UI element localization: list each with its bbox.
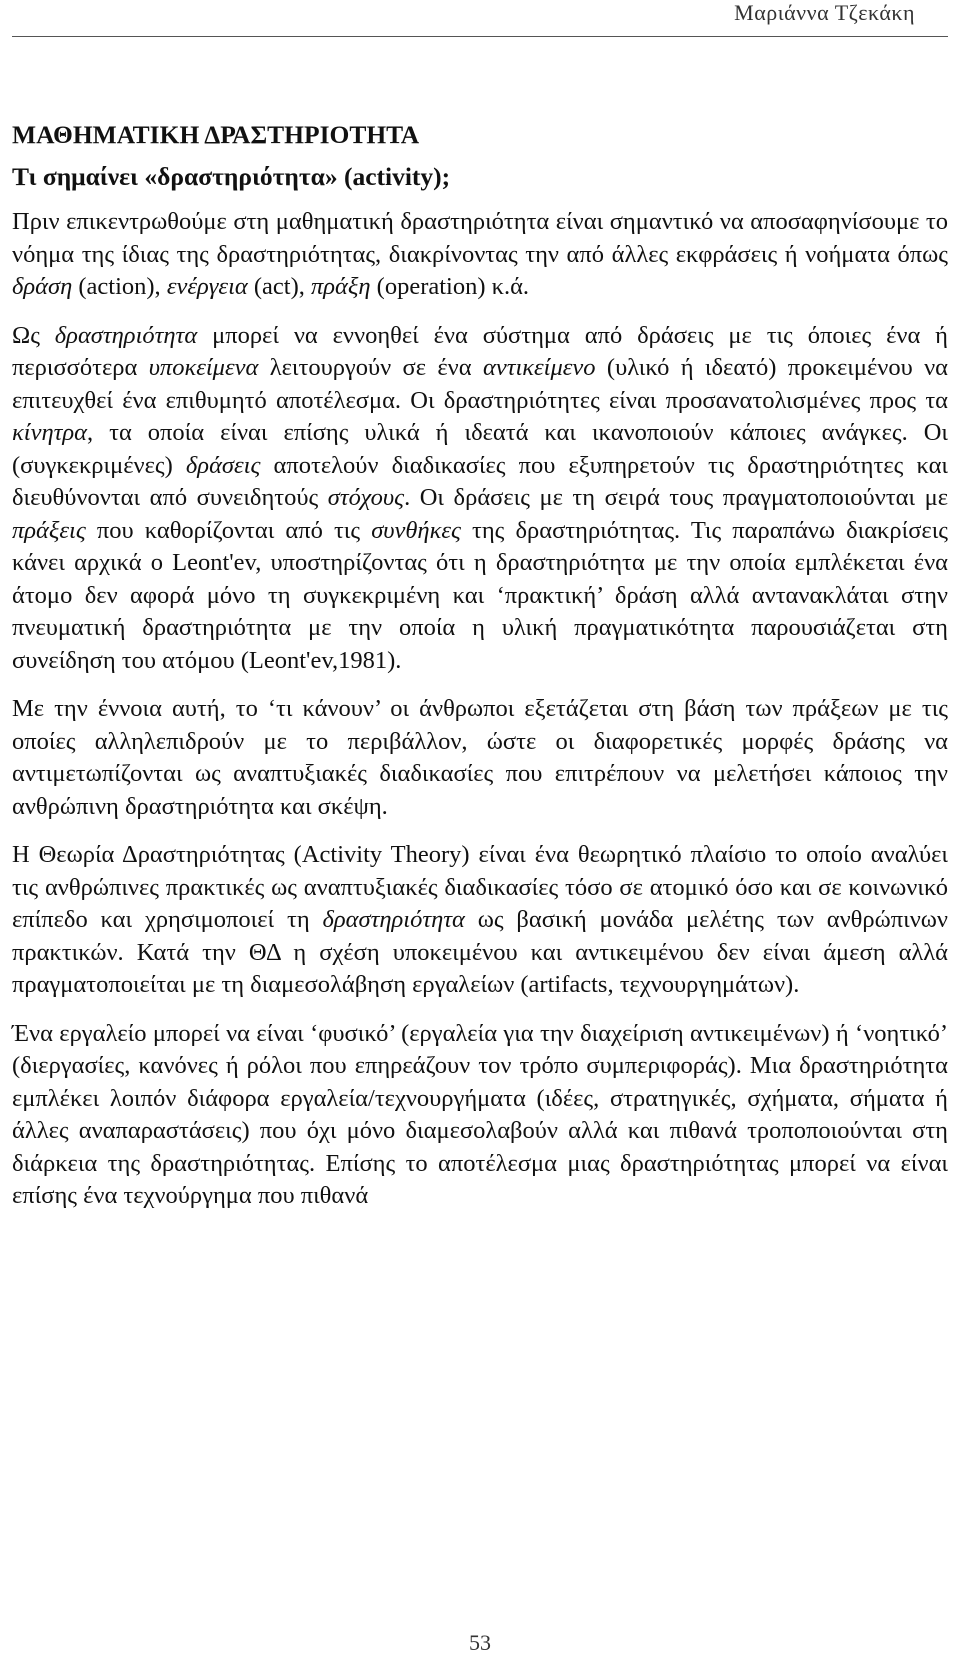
text-run: (action), bbox=[72, 273, 167, 300]
emphasis-text: πράξη bbox=[310, 273, 371, 300]
text-run: . Οι δράσεις με τη σειρά τους πραγματοποιούνται με bbox=[404, 484, 948, 511]
paragraph-3 bbox=[12, 693, 948, 823]
text-run: της δραστηριότητας. Τις παραπάνω διακρίσεις κάνει αρχικά ο Leont'ev, υποστηρίζοντας ότι η δραστηριότητα με την οποία εμπλέκεται ένα άτομο δεν αφορά μόνο τη συγκεκριμένη και ‘πρακτική’ δράση αλλά αντανακλάται στην πνευματική δραστηριότητα με την οποία η υλική πραγματικότητα παρουσιάζεται στη συνείδηση του ατόμου (Leont'ev,1981). bbox=[12, 516, 948, 674]
emphasis-text: κίνητρα bbox=[12, 419, 87, 446]
emphasis-text: υποκείμενα bbox=[148, 354, 259, 381]
paragraph-5 bbox=[12, 1018, 948, 1213]
text-run: αποτελούν διαδικασίες που εξυπηρετούν τις δραστηριότητες και διευθύνονται από συνειδητούς bbox=[12, 451, 949, 511]
emphasis-text: δράση bbox=[12, 273, 73, 300]
paragraph-1 bbox=[12, 206, 948, 304]
text-run: (operation) κ.ά. bbox=[370, 273, 530, 300]
running-header-author: Μαριάννα Τζεκάκη bbox=[734, 0, 915, 25]
text-run: Πριν επικεντρωθούμε στη μαθηματική δραστηριότητα είναι σημαντικό να αποσαφηνίσουμε το νόημα της ίδιας της δραστηριότητας, διακρίνοντας την από άλλες εκφράσεις ή νοήματα όπως bbox=[12, 208, 948, 268]
page-body bbox=[12, 120, 948, 1229]
page-number: 53 bbox=[469, 1630, 491, 1655]
header-divider bbox=[12, 36, 948, 37]
text-run: Η Θεωρία Δραστηριότητας (Activity Theory) είναι ένα θεωρητικό πλαίσιο το οποίο αναλύει τις ανθρώπινες πρακτικές ως αναπτυξιακές διαδικασίες τόσο σε ατομικό όσο και σε κοινωνικό επίπεδο και χρησιμοποιεί τη bbox=[12, 841, 948, 933]
text-run: (υλικό ή ιδεατό) προκειμένου να επιτευχθεί ένα επιθυμητό αποτέλεσμα. Οι δραστηριότητες είναι προσανατολισμένες προς τα bbox=[12, 354, 948, 414]
emphasis-text: πράξεις bbox=[12, 516, 86, 544]
text-run: Με την έννοια αυτή, το ‘τι κάνουν’ οι άνθρωποι εξετάζεται στη βάση των πράξεων με τις οποίες αλληλεπιδρούν με το περιβάλλον, ώστε οι διαφορετικές μορφές δράσης να αντιμετωπίζονται ως αναπτυξιακές διαδικασίες που επιτρέπουν να μελετήσει κάποιος την ανθρώπινη δραστηριότητα και σκέψη. bbox=[12, 695, 948, 820]
emphasis-text: δραστηριότητα bbox=[322, 906, 465, 933]
section-title: ΜΑΘΗΜΑΤΙΚΗ ΔΡΑΣΤΗΡΙΟΤΗΤΑ bbox=[12, 120, 420, 149]
text-run: λειτουργούν σε ένα bbox=[258, 354, 483, 381]
emphasis-text: δράσεις bbox=[185, 451, 261, 479]
emphasis-text: συνθήκες bbox=[371, 516, 461, 544]
emphasis-text: αντικείμενο bbox=[482, 354, 596, 381]
text-run: , τα οποία είναι επίσης υλικά ή ιδεατά και ικανοποιούν κάποιες ανάγκες. Οι (συγκεκριμένες) bbox=[12, 419, 948, 479]
section-subtitle: Τι σημαίνει «δραστηριότητα» (activity); bbox=[12, 162, 451, 191]
text-run: (act), bbox=[247, 273, 311, 300]
paragraph-2 bbox=[12, 320, 948, 678]
emphasis-text: στόχους bbox=[327, 484, 405, 511]
text-run: που καθορίζονται από τις bbox=[85, 516, 372, 544]
text-run: Ως bbox=[12, 321, 55, 349]
emphasis-text: ενέργεια bbox=[166, 273, 248, 300]
emphasis-text: δραστηριότητα bbox=[54, 321, 198, 349]
paragraph-4 bbox=[12, 839, 948, 1002]
text-run: ως βασική μονάδα μελέτης των ανθρώπινων πρακτικών. Κατά την ΘΔ η σχέση υποκειμένου και αντικειμένου δεν είναι άμεση αλλά πραγματοποιείται με τη διαμεσολάβηση εργαλείων (artifacts, τεχνουργημάτων). bbox=[12, 906, 948, 998]
text-run: μπορεί να εννοηθεί ένα σύστημα από δράσεις με τις όποιες ένα ή περισσότερα bbox=[12, 321, 948, 381]
text-run: Ένα εργαλείο μπορεί να είναι ‘φυσικό’ (εργαλεία για την διαχείριση αντικειμένων) ή ‘νοητικό’ (διεργασίες, κανόνες ή ρόλοι που επηρεάζουν τον τρόπο συμπεριφοράς). Μια δραστηριότητα εμπλέκει λοιπόν διάφορα εργαλεία/τεχνουργήματα (ιδέες, στρατηγικές, σχήματα, σήματα ή άλλες αναπαραστάσεις) που όχι μόνο διαμεσολαβούν αλλά και πιθανά τροποποιούνται στη διάρκεια της δραστηριότητας. Επίσης το αποτέλεσμα μιας δραστηριότητας μπορεί να είναι επίσης ένα τεχνούργημα που πιθανά bbox=[12, 1019, 948, 1209]
